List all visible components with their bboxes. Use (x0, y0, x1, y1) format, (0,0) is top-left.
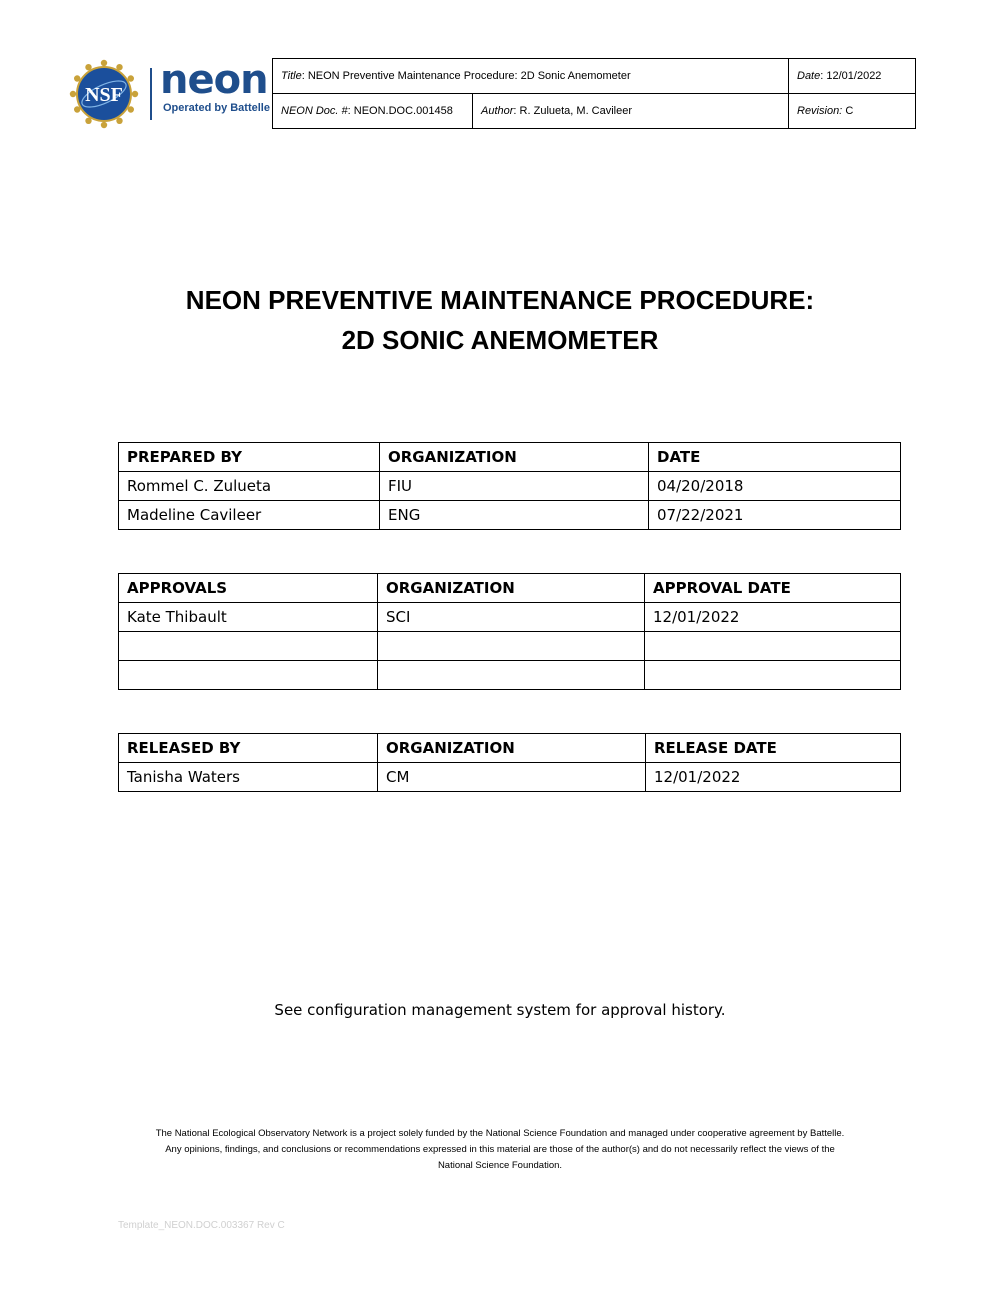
header-date-cell: Date: 12/01/2022 (789, 59, 916, 94)
table-row (119, 661, 901, 690)
table-cell (645, 632, 901, 661)
table-cell: SCI (378, 603, 645, 632)
released-by-table (118, 733, 901, 792)
table-cell: 12/01/2022 (646, 763, 901, 792)
template-footer: Template_NEON.DOC.003367 Rev C (118, 1220, 285, 1231)
title-line-2: 2D SONIC ANEMOMETER (341, 325, 659, 355)
logo-divider (150, 68, 152, 120)
header-revision-value: C (845, 105, 854, 117)
table-header: DATE (649, 443, 901, 472)
prepared-by-table (118, 442, 901, 530)
table-cell (378, 661, 645, 690)
table-cell (119, 632, 378, 661)
header-revision-cell: Revision: C (789, 94, 916, 129)
header-doc-cell: NEON Doc. #: NEON.DOC.001458 (273, 94, 473, 129)
table-cell: CM (378, 763, 646, 792)
approval-history-note: See configuration management system for approval history. (274, 1001, 726, 1019)
table-cell: 07/22/2021 (649, 501, 901, 530)
table-row (119, 472, 901, 501)
table-cell: Rommel C. Zulueta (119, 472, 380, 501)
table-row (119, 632, 901, 661)
nsf-seal-text: NSF (85, 84, 123, 106)
nsf-seal-icon (68, 58, 140, 130)
table-cell: ENG (380, 501, 649, 530)
table-cell: Madeline Cavileer (119, 501, 380, 530)
approvals-table (118, 573, 901, 690)
disclaimer-line: National Science Foundation. (437, 1160, 563, 1171)
table-header: RELEASE DATE (646, 734, 901, 763)
document-title (0, 280, 1000, 360)
table-row (119, 763, 901, 792)
neon-logo-text: neon (160, 57, 268, 103)
table-row (119, 603, 901, 632)
document-header-table (272, 58, 916, 129)
header-date-value: 12/01/2022 (826, 70, 882, 82)
table-header: ORGANIZATION (378, 574, 645, 603)
table-cell: Tanisha Waters (119, 763, 378, 792)
table-header: ORGANIZATION (380, 443, 649, 472)
table-cell: FIU (380, 472, 649, 501)
table-cell: Kate Thibault (119, 603, 378, 632)
header-doc-value: NEON.DOC.001458 (353, 105, 453, 117)
funding-disclaimer (100, 1126, 900, 1174)
table-header: RELEASED BY (119, 734, 378, 763)
table-cell (378, 632, 645, 661)
table-header: APPROVALS (119, 574, 378, 603)
table-cell (119, 661, 378, 690)
table-cell: 04/20/2018 (649, 472, 901, 501)
operated-by-text: Operated by Battelle (163, 102, 270, 114)
title-line-1: NEON PREVENTIVE MAINTENANCE PROCEDURE: (185, 285, 815, 315)
table-header: APPROVAL DATE (645, 574, 901, 603)
table-header: PREPARED BY (119, 443, 380, 472)
table-row (119, 501, 901, 530)
header-author-cell: Author: R. Zulueta, M. Cavileer (473, 94, 789, 129)
logo-area (68, 58, 268, 130)
table-header: ORGANIZATION (378, 734, 646, 763)
header-title-cell: Title: NEON Preventive Maintenance Procedure: 2D Sonic Anemometer (273, 59, 789, 94)
table-cell: 12/01/2022 (645, 603, 901, 632)
header-author-value: R. Zulueta, M. Cavileer (519, 105, 633, 117)
table-cell (645, 661, 901, 690)
disclaimer-line: Any opinions, findings, and conclusions or recommendations expressed in this material are those of the author(s) and do not necessarily reflect the views of the (165, 1144, 835, 1155)
disclaimer-line: The National Ecological Observatory Network is a project solely funded by the National Science Foundation and managed under cooperative agreement by Battelle. (155, 1128, 845, 1139)
header-title-value: NEON Preventive Maintenance Procedure: 2D Sonic Anemometer (307, 70, 631, 82)
